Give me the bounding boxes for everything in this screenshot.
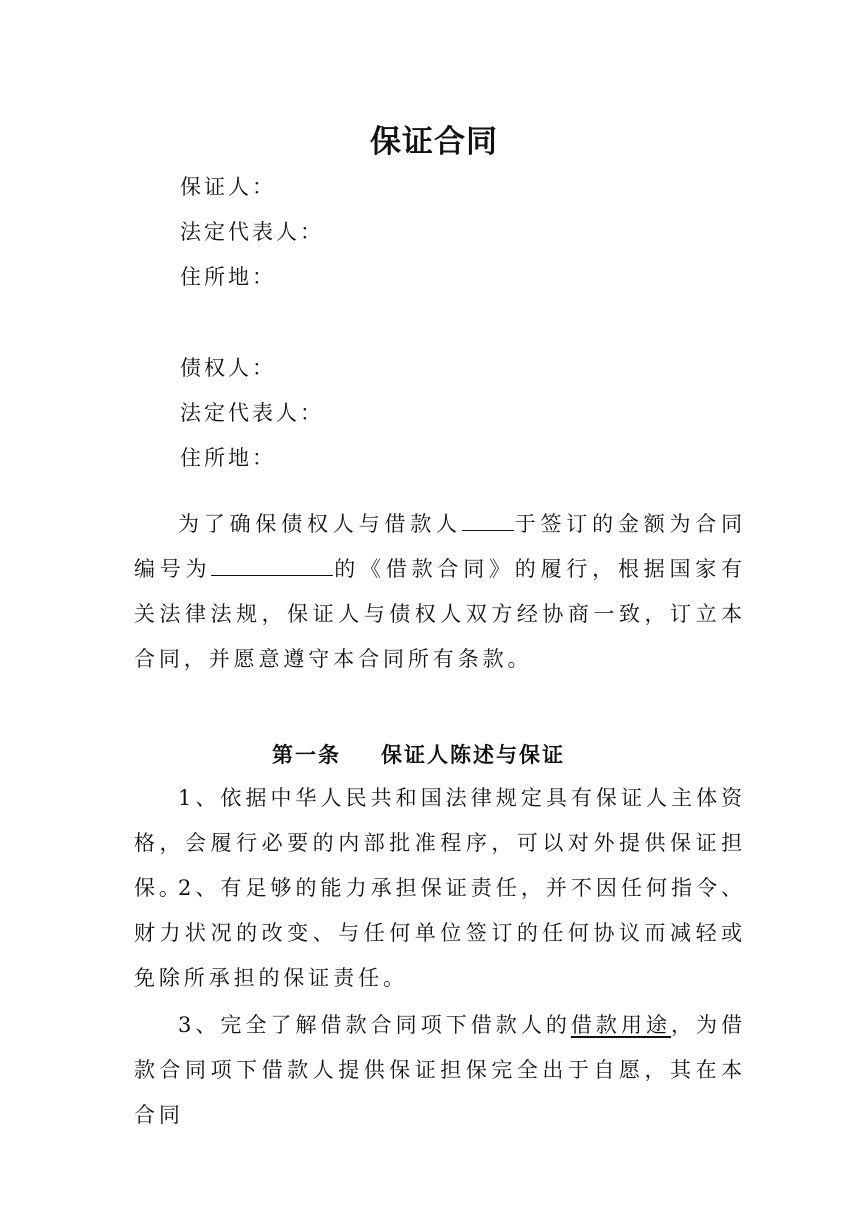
clause-3 — [134, 1003, 746, 1138]
preamble-paragraph — [134, 502, 746, 682]
loan-purpose-underlined: 借款用途 — [570, 1013, 672, 1037]
creditor-rep-label: 法定代表人： — [180, 401, 324, 425]
clause-2: 2、有足够的能力承担保证责任，并不因任何指令、财力状况的改变、与任何单位签订的任何协议而减轻或免除所承担的保证责任。 — [134, 876, 746, 990]
article-1-heading — [272, 739, 565, 769]
guarantor-rep-label: 法定代表人： — [180, 220, 324, 244]
preamble-text-1: 为了确保债权人与借款人 — [178, 512, 462, 536]
clause-1: 1、依据中华人民共和国法律规定具有保证人主体资格，会履行必要的内部批准程序，可以对外提供保证担保。 — [134, 786, 746, 900]
guarantor-name-label: 保证人： — [180, 175, 276, 199]
borrower-blank — [462, 510, 514, 531]
contract-number-blank — [211, 555, 333, 576]
creditor-name-label: 债权人： — [180, 356, 276, 380]
clause-3-text-2: ，为借款合同项下借款人提供保证担保完全出于自愿，其在本合同 — [134, 1013, 746, 1127]
document-title: 保证合同 — [370, 124, 498, 160]
creditor-address-label: 住所地： — [180, 446, 276, 470]
clause-3-text-1: 3、完全了解借款合同项下借款人的 — [178, 1013, 571, 1037]
guarantor-address-label: 住所地： — [180, 265, 276, 289]
preamble-text-3: 的《借款合同》的履行，根据国家有关法律法规，保证人与债权人双方经协商一致，订立本合同，并愿意遵守本合同所有条款。 — [134, 557, 746, 671]
article-1-number: 第一条 — [272, 742, 341, 767]
preamble-text-2: 于签订的金额为合同编号为 — [134, 512, 746, 581]
article-1-title: 保证人陈述与保证 — [381, 742, 565, 767]
